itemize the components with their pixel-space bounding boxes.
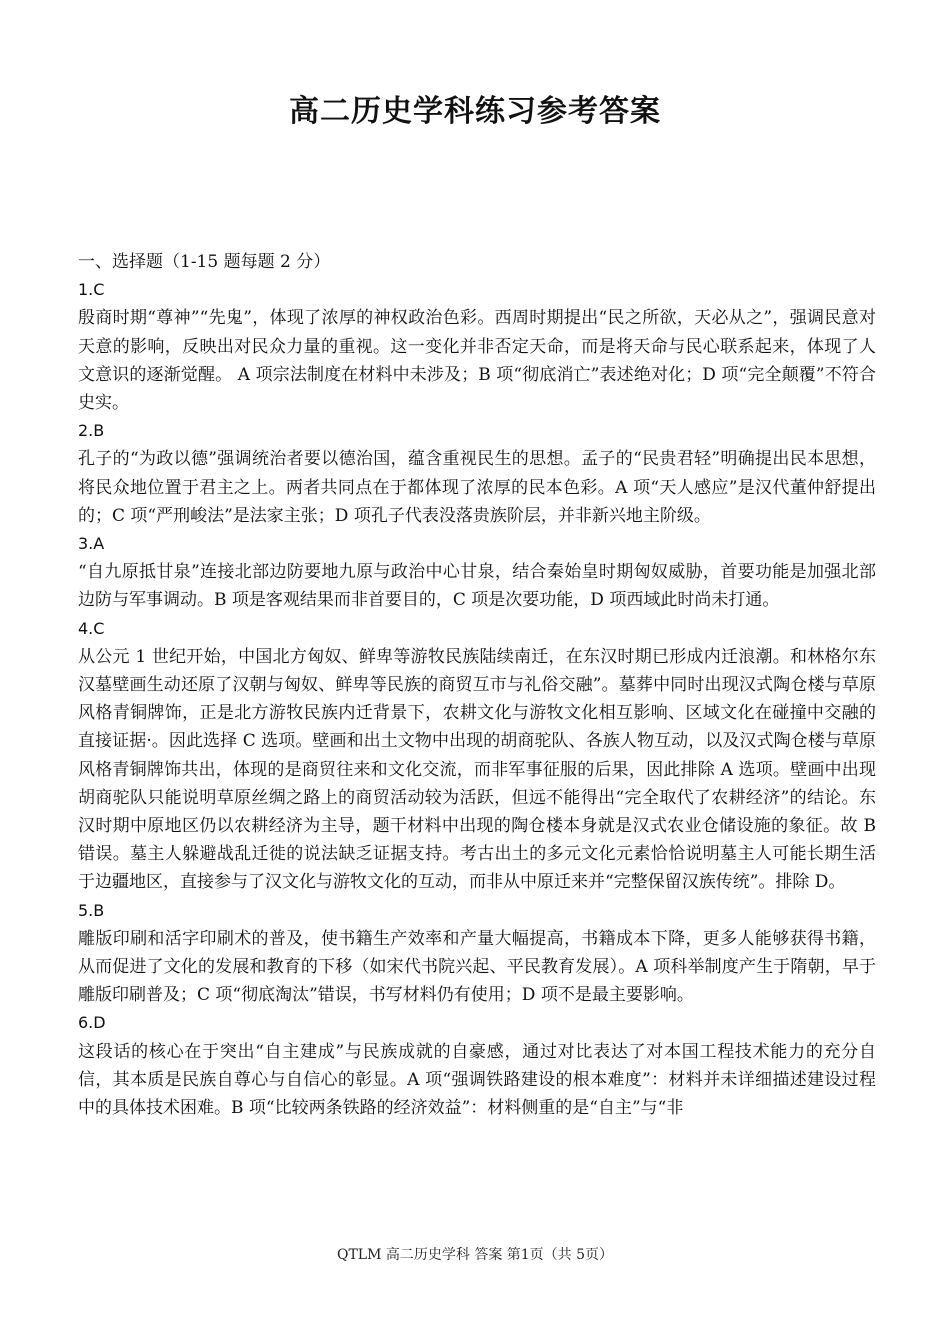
answer-explanation: “自九原抵甘泉”连接北部边防要地九原与政治中心甘泉，结合秦始皇时期匈奴威胁，首要功能是加强北部边防与军事调动。B 项是客观结果而非首要目的，C 项是次要功能，D 项西域此时尚未打通。 [78,562,876,611]
question-item [78,417,876,530]
section-heading: 一、选择题（1-15 题每题 2 分） [78,252,331,272]
answer-explanation: 从公元 1 世纪开始，中国北方匈奴、鲜卑等游牧民族陆续南迁，在东汉时期已形成内迁浪潮。和林格尔东汉墓壁画生动还原了汉朝与匈奴、鲜卑等民族的商贸互市与礼俗交融”。墓葬中同时出现汉式陶仓楼与草原风格青铜牌饰，正是北方游牧民族内迁背景下，农耕文化与游牧文化相互影响、区域文化在碰撞中交融的直接证据·。因此选择 C 选项。壁画和出土文物中出现的胡商驼队、各族人物互动，以及汉式陶仓楼与草原风格青铜牌饰共出，体现的是商贸往来和文化交流，而非军事征服的后果，因此排除 A 选项。壁画中出现胡商驼队只能说明草原丝绸之路上的商贸活动较为活跃，但远不能得出“完全取代了农耕经济”的结论。东汉时期中原地区仍以农耕经济为主导，题干材料中出现的陶仓楼本身就是汉式农业仓储设施的象征。故 B 错误。墓主人躲避战乱迁徙的说法缺乏证据支持。考古出土的多元文化元素恰恰说明墓主人可能长期生活于边疆地区，直接参与了汉文化与游牧文化的互动，而非从中原迁来并“完整保留汉族传统”。排除 D。 [78,646,876,893]
page-title: 高二历史学科练习参考答案 [289,94,661,129]
answer-label: 4.C [78,618,105,638]
question-item [78,530,876,615]
answer-label: 3.A [78,533,105,553]
page-footer: QTLM 高二历史学科 答案 第1页（共 5页） [336,1247,614,1263]
answer-explanation: 这段话的核心在于突出“自主建成”与民族成就的自豪感，通过对比表达了对本国工程技术能力的充分自信，其本质是民族自尊心与自信心的彰显。A 项“强调铁路建设的根本难度”：材料并未详细描述建设过程中的具体技术困难。B 项“比较两条铁路的经济效益”：材料侧重的是“自主”与“非 [78,1041,876,1118]
answer-label: 1.C [78,280,105,300]
question-item [78,276,876,417]
answer-label: 6.D [78,1013,106,1033]
answer-explanation: 殷商时期“尊神”“先鬼”，体现了浓厚的神权政治色彩。西周时期提出“民之所欲，天必从之”，强调民意对天意的影响，反映出对民众力量的重视。这一变化并非否定天命，而是将天命与民心联系起来，体现了人文意识的逐渐觉醒。 A 项宗法制度在材料中未涉及；B 项“彻底消亡”表述绝对化；D 项“完全颠覆”不符合史实。 [78,308,876,413]
question-item [78,1009,876,1122]
answer-explanation: 雕版印刷和活字印刷术的普及，使书籍生产效率和产量大幅提高，书籍成本下降，更多人能够获得书籍，从而促进了文化的发展和教育的下移（如宋代书院兴起、平民教育发展）。A 项科举制度产生于隋朝，早于雕版印刷普及；C 项“彻底淘汰”错误，书写材料仍有使用；D 项不是最主要影响。 [78,928,876,1006]
answer-content [78,248,876,1122]
question-item [78,615,876,897]
answer-label: 2.B [78,421,105,441]
answer-label: 5.B [78,900,105,920]
answer-explanation: 孔子的“为政以德”强调统治者要以德治国，蕴含重视民生的思想。孟子的“民贵君轻”明确提出民本思想，将民众地位置于君主之上。两者共同点在于都体现了浓厚的民本色彩。A 项“天人感应”是汉代董仲舒提出的；C 项“严刑峻法”是法家主张；D 项孔子代表没落贵族阶层，并非新兴地主阶级。 [78,449,876,526]
question-item [78,897,876,1010]
